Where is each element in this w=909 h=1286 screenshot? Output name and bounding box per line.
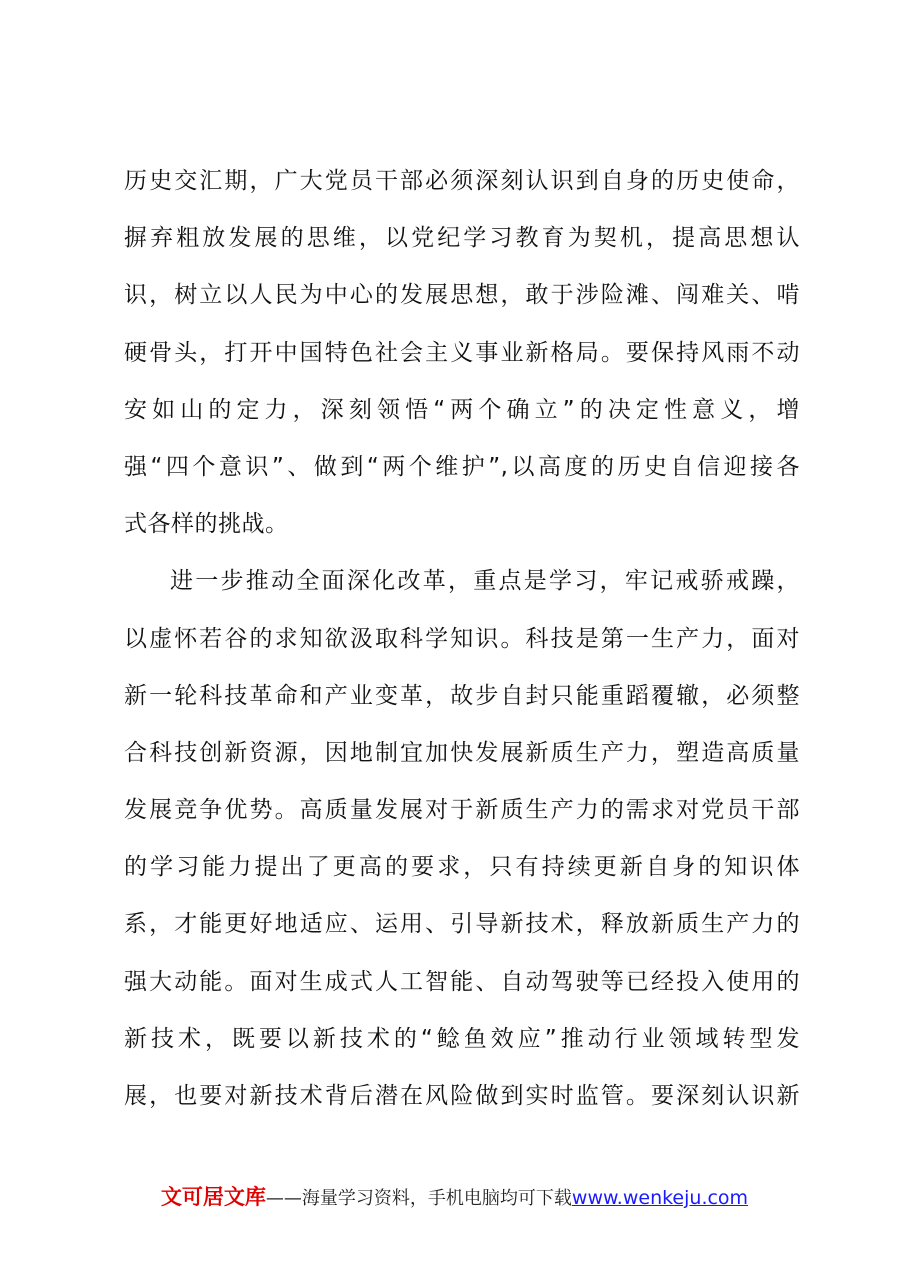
text-line: 硬骨头，打开中国特色社会主义事业新格局。要保持风雨不动: [124, 339, 800, 366]
text-line: 新技术，既要以新技术的“鲶鱼效应”推动行业领域转型发: [124, 1025, 800, 1052]
text-line: 系，才能更好地适应、运用、引导新技术，释放新质生产力的: [124, 911, 800, 938]
footer-website-link[interactable]: www.wenkeju.com: [571, 1187, 749, 1209]
text-line: 强“四个意识”、做到“两个维护”,以高度的历史自信迎接各: [124, 453, 800, 480]
text-line: 历史交汇期，广大党员干部必须深刻认识到自身的历史使命，: [124, 168, 800, 194]
footer-brand: 文可居文库: [160, 1185, 266, 1209]
text-line: 安如山的定力，深刻领悟“两个确立”的决定性意义，增: [124, 396, 800, 423]
footer-slogan: ——海量学习资料，手机电脑均可下载: [265, 1188, 572, 1209]
paragraph-first-line: 进一步推动全面深化改革，重点是学习，牢记戒骄戒躁，: [170, 568, 800, 595]
text-line: 式各样的挑战。: [124, 511, 289, 538]
text-line: 摒弃粗放发展的思维，以党纪学习教育为契机，提高思想认: [124, 225, 800, 252]
text-line: 展，也要对新技术背后潜在风险做到实时监管。要深刻认识新: [124, 1083, 800, 1109]
text-line: 强大动能。面对生成式人工智能、自动驾驶等已经投入使用的: [124, 968, 800, 995]
text-line: 新一轮科技革命和产业变革，故步自封只能重蹈覆辙，必须整: [124, 682, 800, 709]
text-line: 发展竞争优势。高质量发展对于新质生产力的需求对党员干部: [124, 797, 800, 824]
text-line: 识，树立以人民为中心的发展思想，敢于涉险滩、闯难关、啃: [124, 282, 800, 309]
document-body: [124, 153, 800, 1125]
text-line: 的学习能力提出了更高的要求，只有持续更新自身的知识体: [124, 854, 800, 881]
text-line: 以虚怀若谷的求知欲汲取科学知识。科技是第一生产力，面对: [124, 625, 800, 652]
text-line: 合科技创新资源，因地制宜加快发展新质生产力，塑造高质量: [124, 739, 800, 766]
page-footer: [0, 1180, 909, 1216]
